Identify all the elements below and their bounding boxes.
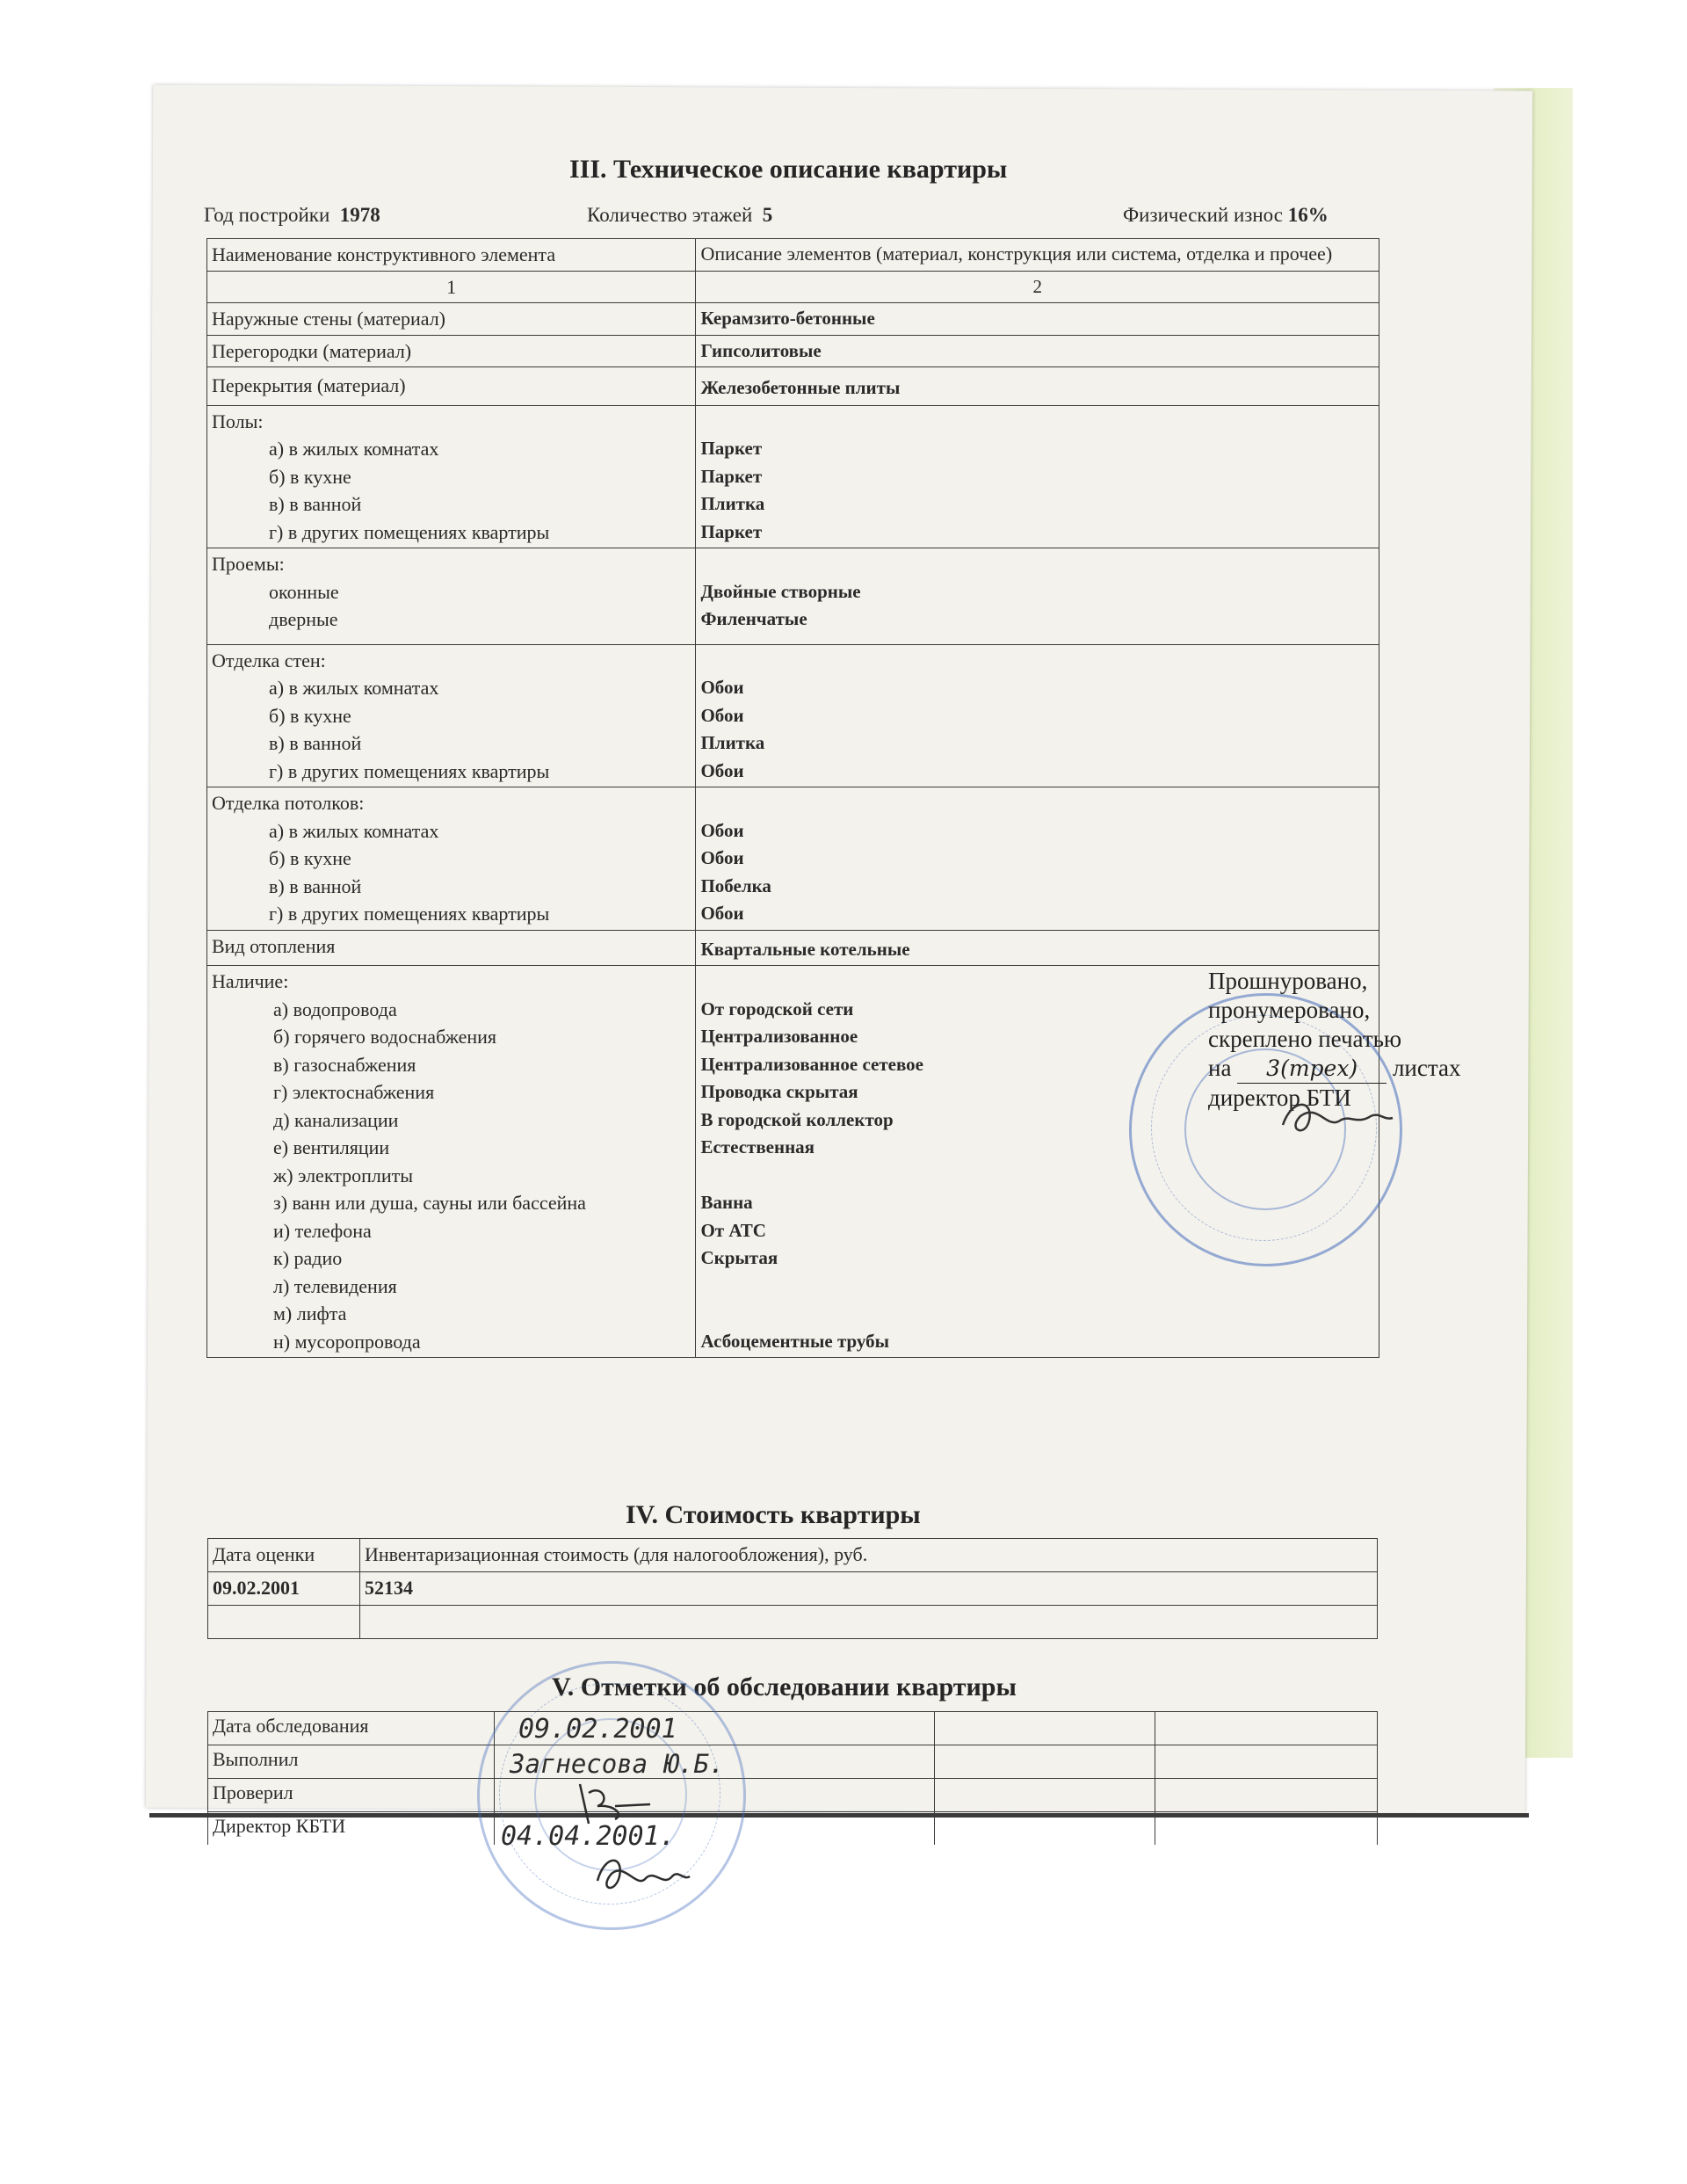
cost-col2-header: Инвентаризационная стоимость (для налогообложения), руб.: [360, 1539, 1378, 1572]
wall-finish-cell: [207, 644, 696, 787]
heating-value: Квартальные котельные: [696, 930, 1379, 966]
ceiling-finish-value: Побелка: [700, 874, 771, 896]
ceilings-value: Железобетонные плиты: [696, 367, 1379, 406]
presence-value: Скрытая: [700, 1247, 778, 1268]
physical-wear: [1123, 204, 1329, 227]
ceiling-finish-value: Обои: [700, 903, 744, 924]
presence-item: а) водопровода: [273, 998, 397, 1020]
table-row: [208, 1745, 1378, 1779]
director-label: Директор КБТИ: [208, 1812, 495, 1846]
wall-finish-item: г) в других помещениях квартиры: [269, 759, 550, 782]
floors-values: [696, 405, 1379, 548]
section4-title: IV. Стоимость квартиры: [626, 1500, 921, 1529]
table-row: [207, 644, 1379, 787]
wall-finish-value: Плитка: [700, 732, 765, 753]
table-row: [208, 1606, 1378, 1639]
ceiling-finish-values: [696, 787, 1379, 931]
ceiling-finish-value: Обои: [700, 847, 744, 868]
presence-item: з) ванн или душа, сауны или бассейна: [273, 1192, 586, 1214]
openings-item: дверные: [269, 608, 338, 630]
wall-finish-label: Отделка стен:: [212, 649, 326, 671]
presence-item: г) электоснабжения: [273, 1081, 435, 1103]
table-row: [207, 787, 1379, 931]
floors-item: б) в кухне: [269, 465, 351, 488]
binding-line: скреплено печатью: [1208, 1026, 1402, 1052]
ceiling-finish-label: Отделка потолков:: [212, 792, 365, 814]
survey-table: [207, 1711, 1378, 1845]
table-row: [208, 1812, 1378, 1846]
checked-by-label: Проверил: [208, 1779, 495, 1812]
floors-item: г) в других помещениях квартиры: [269, 520, 550, 543]
presence-value: Централизованное: [700, 1026, 858, 1047]
floors-value: Паркет: [700, 465, 763, 487]
table-row: [208, 1779, 1378, 1812]
presence-value: От АТС: [700, 1219, 766, 1241]
presence-item: е) вентиляции: [273, 1136, 390, 1158]
presence-item: ж) электроплиты: [273, 1164, 414, 1186]
handwritten-performer: Загнесова Ю.Б.: [510, 1749, 725, 1779]
floors-label: Количество этажей: [587, 204, 753, 226]
performed-by-label: Выполнил: [208, 1745, 495, 1779]
table-row: [207, 303, 1379, 336]
openings-cell: [207, 548, 696, 645]
binding-line: Прошнуровано,: [1208, 968, 1368, 994]
walls-value: Керамзито-бетонные: [696, 303, 1379, 336]
wear-label: Физический износ: [1123, 204, 1283, 226]
floors-cell: [207, 405, 696, 548]
openings-values: [696, 548, 1379, 645]
openings-value: Филенчатые: [700, 608, 807, 629]
table-row: [207, 405, 1379, 548]
table-row: [207, 930, 1379, 966]
year-value: 1978: [339, 204, 380, 226]
presence-item: м) лифта: [273, 1302, 347, 1324]
wall-finish-value: Обои: [700, 677, 744, 698]
handwritten-sheet-count: 3(трех): [1237, 1054, 1387, 1084]
ceiling-finish-item: б) в кухне: [269, 847, 351, 869]
table-row: [208, 1712, 1378, 1745]
wear-value: 16%: [1287, 204, 1329, 226]
table-row: [207, 335, 1379, 367]
floors-item: а) в жилых комнатах: [269, 438, 439, 460]
ceiling-finish-value: Обои: [700, 819, 744, 841]
presence-value: В городской коллектор: [700, 1108, 894, 1130]
year-label: Год постройки: [204, 204, 330, 226]
wall-finish-item: б) в кухне: [269, 704, 351, 727]
col2-header: Описание элементов (материал, конструкция или система, отделка и прочее): [696, 239, 1379, 272]
walls-label: Наружные стены (материал): [207, 303, 696, 336]
presence-item: и) телефона: [273, 1219, 372, 1242]
ceiling-finish-item: а) в жилых комнатах: [269, 819, 439, 842]
ceiling-finish-cell: [207, 787, 696, 931]
presence-value: [700, 1300, 1374, 1328]
cost-col1-header: Дата оценки: [208, 1539, 360, 1572]
presence-item: б) горячего водоснабжения: [273, 1026, 497, 1048]
presence-item: в) газоснабжения: [273, 1053, 416, 1076]
openings-label: Проемы:: [212, 553, 285, 575]
binding-line-sheets: на 3(трех) листах: [1208, 1054, 1460, 1084]
binding-line: директор БТИ: [1208, 1085, 1351, 1111]
column-number-row: [207, 271, 1379, 303]
heating-label: Вид отопления: [207, 930, 696, 966]
presence-label: Наличие:: [212, 970, 289, 992]
col1-number: 1: [207, 271, 696, 303]
partitions-label: Перегородки (материал): [207, 335, 696, 367]
cost-table: [207, 1538, 1378, 1639]
director-kbti-signature: [589, 1850, 694, 1898]
floors-value: 5: [762, 204, 773, 226]
presence-value: От городской сети: [700, 998, 854, 1019]
ceiling-finish-item: г) в других помещениях квартиры: [269, 903, 550, 925]
presence-value: Ванна: [700, 1192, 753, 1213]
presence-value: Проводка скрытая: [700, 1081, 858, 1102]
wall-finish-value: Обои: [700, 704, 744, 726]
col2-number: 2: [696, 271, 1379, 303]
wall-finish-item: в) в ванной: [269, 732, 362, 754]
floors-value: Паркет: [700, 520, 763, 542]
floors-value: Паркет: [700, 438, 763, 459]
presence-item: к) радио: [273, 1247, 343, 1269]
partitions-value: Гипсолитовые: [696, 335, 1379, 367]
presence-item: н) мусоропровода: [273, 1330, 421, 1353]
presence-value: Естественная: [700, 1136, 815, 1157]
presence-value: Централизованное сетевое: [700, 1053, 923, 1075]
director-signature: [1274, 1090, 1397, 1143]
ceilings-label: Перекрытия (материал): [207, 367, 696, 406]
handwritten-director-date: 04.04.2001.: [501, 1821, 676, 1852]
floors-item: в) в ванной: [269, 493, 362, 515]
ceiling-finish-item: в) в ванной: [269, 874, 362, 897]
table-row: [208, 1572, 1378, 1606]
wall-finish-item: а) в жилых комнатах: [269, 677, 439, 699]
presence-item: д) канализации: [273, 1108, 399, 1131]
table-row: [207, 548, 1379, 645]
table-header-row: [207, 239, 1379, 272]
wall-finish-values: [696, 644, 1379, 787]
presence-value: Асбоцементные трубы: [700, 1330, 890, 1352]
openings-value: Двойные створные: [700, 580, 861, 602]
binding-line: пронумеровано,: [1208, 997, 1371, 1023]
valuation-date: 09.02.2001: [208, 1572, 360, 1606]
year-built: [204, 204, 380, 227]
section5-title: V. Отметки об обследовании квартиры: [552, 1672, 1017, 1701]
presence-item: л) телевидения: [273, 1274, 397, 1297]
floors-count: [587, 204, 772, 227]
survey-date-label: Дата обследования: [208, 1712, 495, 1745]
inventory-cost: 52134: [360, 1572, 1378, 1606]
wall-finish-value: Обои: [700, 759, 744, 781]
table-row: [207, 367, 1379, 406]
col1-header: Наименование конструктивного элемента: [207, 239, 696, 272]
presence-cell: [207, 966, 696, 1358]
floors-label: Полы:: [212, 410, 264, 432]
openings-item: оконные: [269, 580, 339, 603]
table-header-row: [208, 1539, 1378, 1572]
handwritten-survey-date: 09.02.2001: [518, 1714, 677, 1745]
floors-value: Плитка: [700, 493, 765, 514]
section3-title: III. Техническое описание квартиры: [569, 155, 1008, 184]
presence-value: [700, 1273, 1374, 1301]
